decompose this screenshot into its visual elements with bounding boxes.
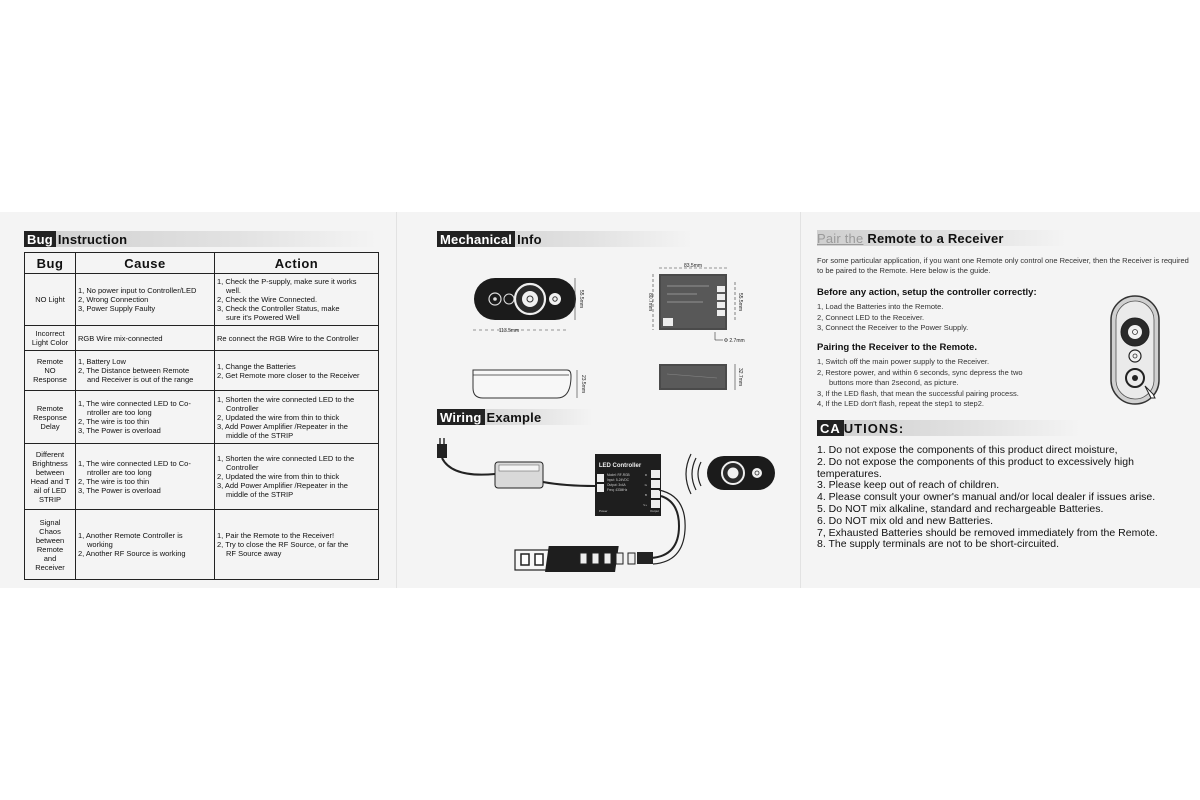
bug-instruction-title: [24, 231, 378, 247]
cause-cell-line: 2, Wrong Connection: [78, 295, 149, 304]
bug-instruction-title-mark: Bug: [24, 231, 56, 247]
caution-item: 3. Please keep out of reach of children.: [817, 479, 1000, 492]
terminal-label: B: [644, 493, 647, 497]
bug-table-row: [25, 391, 379, 444]
bug-cell-line: NO Light: [35, 295, 65, 304]
action-cell-line: Controller: [226, 463, 259, 472]
bug-cell: [25, 391, 76, 444]
controller-text-line: Model: RF-RGB: [607, 473, 630, 477]
bug-cell: [25, 444, 76, 510]
action-cell-line: Re connect the RGB Wire to the Controller: [217, 333, 359, 343]
pairing-step: 3, If the LED flash, that mean the successful pairing process.: [817, 388, 1019, 398]
remote-top-view: [474, 278, 576, 320]
cause-cell: [76, 274, 215, 326]
wiring-example-title-mark: Wiring: [437, 409, 485, 425]
bug-cell-line: between: [35, 467, 65, 477]
action-cell-line: 3, Add Power Amplifier /Repeater in the: [217, 481, 348, 490]
cause-column-header: Cause: [76, 253, 215, 274]
before-step: 2, Connect LED to the Receiver.: [817, 312, 925, 322]
action-cell-line: middle of the STRIP: [226, 490, 294, 499]
action-cell-line: 2, Try to close the RF Source, or far the: [217, 540, 349, 549]
cause-cell: [76, 351, 215, 391]
cause-cell-line: 2, The Distance between Remote: [78, 366, 190, 375]
pairing-intro-text: For some particular application, if you want one Remote only control one Receiver, then the Receiver is required to be paired to the Remote. Here below is the guide.: [817, 256, 1189, 275]
pairing-step: 1, Switch off the main power supply to the Receiver.: [817, 357, 990, 366]
action-cell-line: sure it's Powered Well: [226, 313, 300, 322]
cause-cell: [76, 326, 215, 351]
caution-item: 1. Do not expose the components of this product direct moisture,: [817, 444, 1118, 456]
cause-cell-line: 1, The wire connected LED to Co-: [78, 458, 191, 468]
caution-item: 7, Exhausted Batteries should be removed immediately from the Remote.: [817, 526, 1158, 539]
controller-text-line: Freq: 433MHz: [607, 488, 628, 492]
bug-cell-line: Incorrect: [35, 329, 65, 338]
cause-cell-line: 1, Another Remote Controller is: [78, 531, 183, 540]
pair-remote-title-text: Remote to a Receiver: [867, 230, 1004, 246]
action-cell-line: 1, Shorten the wire connected LED to the: [217, 394, 355, 404]
action-cell-line: 1, Check the P-supply, make sure it works: [217, 277, 357, 286]
bug-cell-line: Brightness: [32, 458, 68, 468]
caution-item: 5. Do NOT mix alkaline, standard and rechargeable Batteries.: [817, 502, 1104, 515]
controller-text-line: Output: 3x4A: [607, 483, 626, 487]
remote-pairing-picture: [1109, 294, 1161, 406]
pairing-steps: [817, 357, 1087, 410]
bug-cell: [25, 351, 76, 391]
bug-cell-line: Response: [33, 412, 67, 422]
controller-text-line: Input: 5-24VDC: [607, 478, 629, 482]
mechanical-info-title-text: Info: [517, 231, 542, 247]
action-column-header: Action: [215, 253, 379, 274]
bug-cell-line: Head and T: [30, 476, 70, 486]
terminal-label: V+: [643, 503, 647, 507]
action-cell-line: 2, Updated the wire from thin to thick: [217, 412, 340, 422]
bug-table-row: [25, 444, 379, 510]
bug-cell-line: between: [35, 535, 65, 545]
controller-hole-label: Φ 2.7mm: [724, 338, 745, 344]
cause-cell-line: 2, Another RF Source is working: [78, 549, 186, 558]
cause-cell-line: RGB Wire mix-connected: [78, 333, 163, 343]
bug-cell-line: Response: [33, 375, 67, 384]
before-action-heading: Before any action, setup the controller correctly:: [817, 287, 1037, 298]
pairing-step: 4, If the LED don't flash, repeat the step1 to step2.: [817, 399, 984, 408]
action-cell-line: RF Source away: [226, 549, 282, 558]
bug-table-row: [25, 351, 379, 391]
action-cell-line: 2, Check the Wire Connected.: [217, 295, 318, 304]
controller-width-label: 83.5mm: [683, 263, 703, 269]
bug-cell-line: Receiver: [35, 562, 65, 572]
action-cell: [215, 274, 379, 326]
bug-cell-line: Remote: [36, 357, 64, 366]
cause-cell-line: 1, The wire connected LED to Co-: [78, 399, 191, 408]
wiring-example-title: [437, 409, 593, 425]
pair-remote-title: [817, 230, 1067, 246]
action-cell-line: 1, Pair the Remote to the Receiver!: [217, 531, 335, 540]
bug-cell-line: Delay: [40, 421, 60, 431]
controller-height-label: 80.7mm: [647, 292, 653, 312]
action-cell-line: 2, Get Remote more closer to the Receiver: [217, 370, 360, 380]
bug-cell-line: Remote: [36, 544, 64, 554]
bug-table-row: [25, 274, 379, 326]
terminal-label: G: [644, 483, 647, 487]
ac-plug-icon: [437, 438, 447, 458]
action-cell-line: 1, Change the Batteries: [217, 361, 296, 371]
remote-width-label: 113.5mm: [498, 328, 520, 334]
cause-cell-line: 3, Power Supply Faulty: [78, 304, 156, 313]
bug-cell-line: Signal: [39, 517, 61, 527]
mechanical-info-title: [437, 231, 693, 247]
bug-cell-line: STRIP: [38, 494, 62, 504]
cautions-title-mark: CA: [817, 420, 844, 436]
cautions-title-text: UTIONS:: [843, 420, 905, 436]
cause-cell-line: ntroller are too long: [87, 467, 152, 477]
pair-remote-title-mark: Pair the: [817, 230, 864, 246]
cause-cell: [76, 444, 215, 510]
bug-instruction-title-text: Instruction: [57, 231, 128, 247]
bug-cell-line: Remote: [36, 403, 64, 413]
pairing-step: buttons more than 2second, as picture.: [829, 378, 959, 387]
controller-height2-label: 55.5mm: [737, 292, 743, 312]
before-action-steps: [817, 302, 1087, 334]
cause-cell-line: working: [87, 540, 113, 549]
action-cell-line: middle of the STRIP: [226, 430, 294, 440]
action-cell: [215, 391, 379, 444]
action-cell-line: 2, Updated the wire from thin to thick: [217, 472, 340, 481]
caution-item: 4. Please consult your owner's manual and/or local dealer if issues arise.: [817, 491, 1156, 504]
cautions-list: [817, 445, 1197, 551]
action-cell: [215, 444, 379, 510]
bug-cell: [25, 326, 76, 351]
manual-sheet: [0, 212, 1200, 588]
power-adapter: [495, 462, 543, 488]
cause-cell-line: and Receiver is out of the range: [87, 375, 194, 384]
controller-top-view: [659, 274, 727, 330]
cause-cell-line: 3, The Power is overload: [78, 485, 161, 495]
cautions-title: [817, 420, 1081, 436]
cause-cell-line: ntroller are too long: [87, 408, 152, 417]
bug-cell-line: NO: [44, 366, 56, 375]
action-cell-line: 3, Add Power Amplifier /Repeater in the: [217, 421, 348, 431]
bug-cell-line: Different: [35, 449, 65, 459]
bug-cell-line: Chaos: [39, 526, 61, 536]
bug-table-row: [25, 510, 379, 580]
led-controller-label: LED Controller: [598, 463, 642, 469]
bug-column-header: Bug: [25, 253, 76, 274]
pairing-step: 2, Restore power, and within 6 seconds, sync depress the two: [817, 367, 1023, 377]
bug-table: [24, 252, 379, 580]
cause-cell-line: 2, The wire is too thin: [78, 417, 150, 426]
caution-item: 8. The supply terminals are not to be short-circuited.: [817, 538, 1060, 551]
bug-cell-line: and: [43, 553, 57, 563]
cause-cell-line: 1, No power input to Controller/LED: [78, 286, 197, 295]
action-cell-line: well.: [226, 286, 242, 295]
bug-table-header-row: [25, 253, 379, 274]
action-cell: [215, 510, 379, 580]
remote-depth-label: 23.5mm: [580, 374, 586, 394]
action-cell-line: Controller: [226, 403, 259, 413]
action-cell-line: 3, Check the Controller Status, make: [217, 304, 340, 313]
controller-output-label: Output: [649, 509, 659, 513]
action-cell: [215, 351, 379, 391]
remote-side-view: [473, 370, 571, 398]
remote-icon: [707, 456, 775, 490]
remote-height-label: 55.5mm: [578, 289, 584, 309]
cause-cell-line: 1, Battery Low: [78, 357, 126, 366]
controller-depth-label: 32.7mm: [737, 367, 743, 387]
mechanical-wiring-panel: [396, 212, 801, 588]
led-strip: [515, 546, 653, 572]
wiring-diagram: [397, 430, 801, 586]
cause-cell-line: 3, The Power is overload: [78, 426, 161, 435]
bug-instruction-panel: [0, 212, 395, 588]
cause-cell-line: 2, The wire is too thin: [78, 476, 150, 486]
bug-cell: [25, 274, 76, 326]
mechanical-info-title-mark: Mechanical: [437, 231, 515, 247]
controller-power-label: Power: [599, 509, 608, 513]
bug-cell-line: ail of LED: [33, 485, 67, 495]
pairing-heading: Pairing the Receiver to the Remote.: [817, 342, 977, 353]
cause-cell: [76, 391, 215, 444]
bug-table-row: [25, 326, 379, 351]
before-step: 1, Load the Batteries into the Remote.: [817, 302, 944, 311]
cause-cell: [76, 510, 215, 580]
bug-cell-line: Light Color: [31, 338, 69, 347]
action-cell: [215, 326, 379, 351]
controller-side-view: [659, 364, 727, 390]
terminal-label: R: [644, 473, 647, 477]
caution-item: 2. Do not expose the components of this product to excessively high temperatures.: [817, 455, 1134, 480]
mechanical-drawings: [397, 252, 801, 412]
signal-waves-icon: [686, 454, 701, 494]
before-step: 3, Connect the Receiver to the Power Supply.: [817, 323, 969, 332]
bug-cell: [25, 510, 76, 580]
wiring-example-title-text: Example: [486, 409, 542, 425]
led-controller-box: [595, 454, 661, 516]
action-cell-line: 1, Shorten the wire connected LED to the: [217, 454, 355, 463]
pairing-cautions-panel: [800, 212, 1200, 588]
caution-item: 6. Do NOT mix old and new Batteries.: [817, 514, 994, 527]
